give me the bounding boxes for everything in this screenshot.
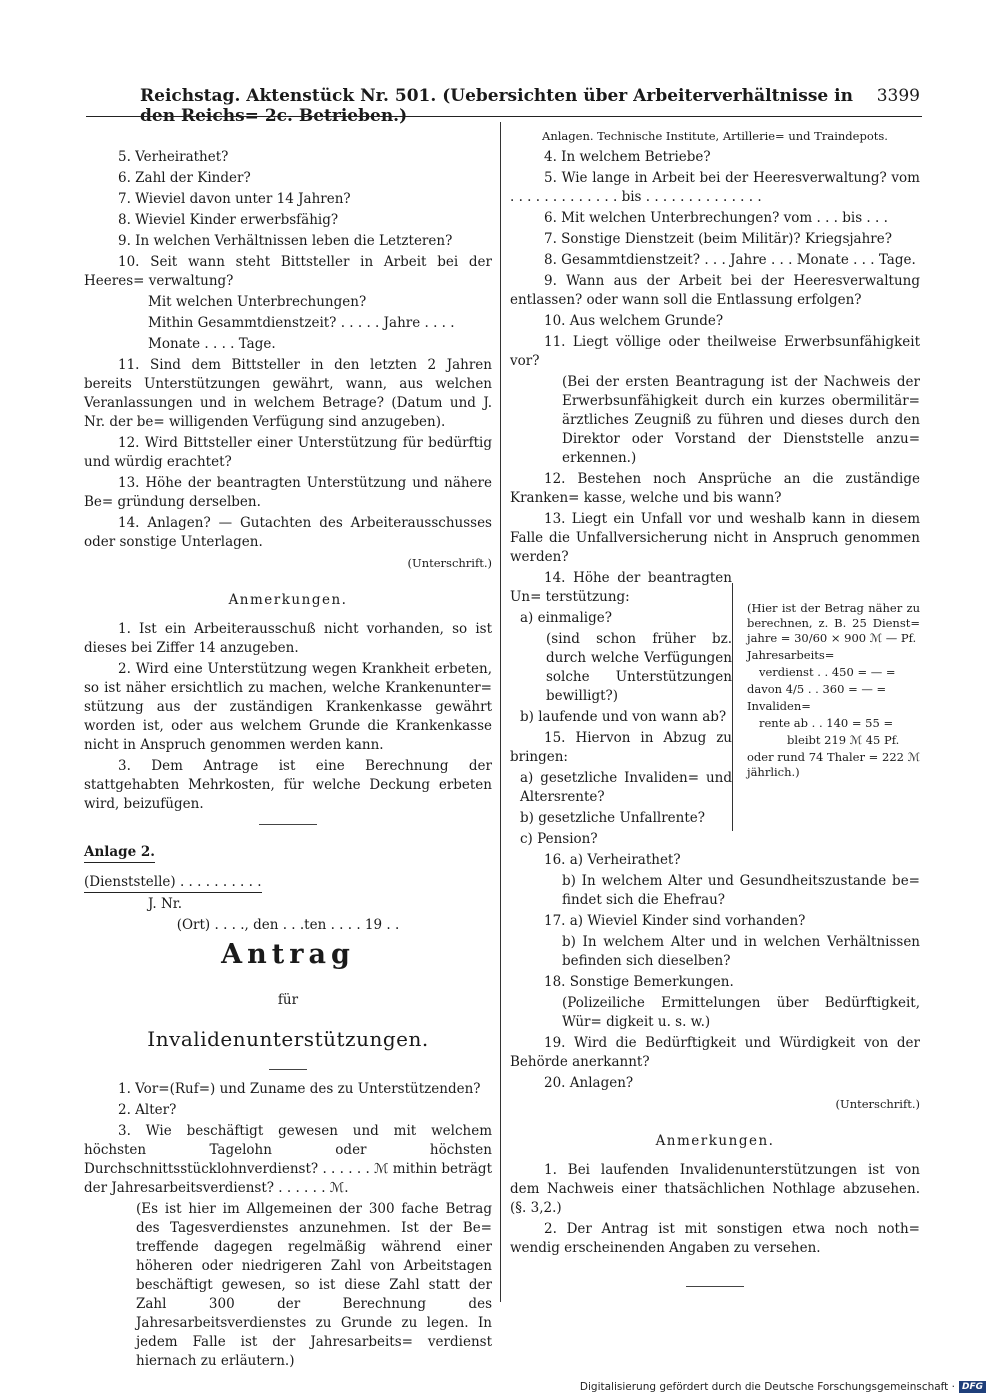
page-number: 3399 [876,86,920,106]
list-item: 11. Sind dem Bittsteller in den letzten 2 Jahren bereits Unterstützungen gewährt, wann, aus welchen Veranlassungen und in welchem Betrage? (Datum und J. Nr. der be= willigenden Verfügung sind anzugeben). [84,357,492,430]
form-explanation: (Es ist hier im Allgemeinen der 300 fache Betrag des Tagesverdienstes anzunehmen. Ist der Be= treffende dagegen regelmäßig während einer höheren oder niedrigeren Zahl von Arbeitstagen beschäftigt gewesen, so ist diese Zahl statt der Zahl 300 der Berechnung des Jahresarbeitsverdienstes zu Grunde zu legen. In jedem Falle ist der Jahresarbeits= verdienst hiernach zu erläutern.) [136,1201,492,1369]
signature-line: (Unterschrift.) [407,556,492,570]
journal-number: J. Nr. [148,896,183,912]
form-question: 1. Vor=(Ruf=) und Zuname des zu Unterstützenden? [118,1081,481,1097]
list-item: 10. Seit wann steht Bittsteller in Arbeit bei der Heeres= verwaltung? [84,254,492,289]
calc-line: verdienst . . 450 = — = [759,665,896,679]
form-title-connector: für [277,992,299,1008]
list-item: 15. Hiervon in Abzug zu bringen: [510,730,732,765]
digitization-footer [580,1381,986,1393]
notes-heading: Anmerkungen. [655,1133,775,1149]
header-rule [86,116,922,117]
place-date-line: (Ort) . . . ., den . . .ten . . . . 19 . . [176,917,400,933]
form-question: 2. Alter? [118,1102,177,1118]
list-item: c) Pension? [520,831,598,847]
form-question: 3. Wie beschäftigt gewesen und mit welchem höchsten Tagelohn oder höchsten Durchschnittsstücklohnverdienst? . . . . . . ℳ mithin beträgt der Jahresarbeitsverdienst? . . . . . . ℳ. [84,1123,492,1196]
dfg-logo: DFG [959,1381,986,1393]
form-title: Antrag [221,939,355,970]
section-divider [686,1286,744,1287]
list-item: 13. Liegt ein Unfall vor und weshalb kann in diesem Falle die Unfallversicherung nicht in Anspruch genommen werden? [510,511,920,565]
list-item: 9. In welchen Verhältnissen leben die Letzteren? [118,233,453,249]
list-item: b) gesetzliche Unfallrente? [520,810,705,826]
left-column [84,148,492,1373]
title-divider [269,1069,307,1070]
list-item-note: (Bei der ersten Beantragung ist der Nachweis der Erwerbsunfähigkeit durch ein kurzes obermilitär= ärztliches Zeugniß zu führen und dieses durch den Direktor oder Vorstand der Dienststelle anzu= erkennen.) [562,374,920,466]
list-item: Monate . . . . Tage. [148,336,276,352]
list-item: 6. Mit welchen Unterbrechungen? vom . . . bis . . . [544,210,888,226]
note-item: 1. Ist ein Arbeiterausschuß nicht vorhanden, so ist dieses bei Ziffer 14 anzugeben. [84,621,492,656]
list-item: 18. Sonstige Bemerkungen. [544,974,734,990]
list-item-note: (Polizeiliche Ermittelungen über Bedürftigkeit, Wür= digkeit u. s. w.) [562,995,920,1030]
list-item: 7. Wieviel davon unter 14 Jahren? [118,191,351,207]
calc-line: davon 4/5 . . 360 = — = [747,682,887,696]
list-item: 12. Bestehen noch Ansprüche an die zuständige Kranken= kasse, welche und bis wann? [510,471,920,506]
note-item: 1. Bei laufenden Invalidenunterstützungen ist von dem Nachweis einer thatsächlichen Nothlage abzusehen. (§. 3,2.) [510,1162,920,1216]
right-column [510,127,920,1297]
note-item: 2. Wird eine Unterstützung wegen Krankheit erbeten, so ist näher ersichtlich zu machen, welche Krankenunter= stützung aus der zuständigen Krankenkasse gewährt worden ist, oder aus welchem Grunde die Krankenkasse nicht in Anspruch genommen werden kann. [84,661,492,753]
calc-line: (Hier ist der Betrag näher zu berechnen, z. B. 25 Dienst= jahre = 30/60 × 900 ℳ — Pf. [747,601,920,645]
calc-line: rente ab . . 140 = 55 = [759,716,894,730]
list-item: Mithin Gesammtdienstzeit? . . . . . Jahre . . . . [148,315,455,331]
header-title: Reichstag. Aktenstück Nr. 501. (Uebersichten über Arbeiterverhältnisse in den Reichs= 2c. Betrieben.) [140,86,853,126]
column-divider [500,122,501,1302]
dienststelle-line: (Dienststelle) . . . . . . . . . . [84,873,492,893]
list-item: 9. Wann aus der Arbeit bei der Heeresverwaltung entlassen? oder wann soll die Entlassung erfolgen? [510,273,920,308]
page-header [140,86,920,126]
list-item: Mit welchen Unterbrechungen? [148,294,367,310]
calculation-questions [510,569,732,851]
list-item: b) In welchem Alter und Gesundheitszustande be= findet sich die Ehefrau? [562,873,920,908]
calc-line: oder rund 74 Thaler = 222 ℳ jährlich.) [747,750,920,779]
list-item: 6. Zahl der Kinder? [118,170,251,186]
annex-label: Anlage 2. [84,843,492,863]
calc-line: Invaliden= [747,699,811,713]
brace [732,583,747,831]
list-item: 12. Wird Bittsteller einer Unterstützung für bedürftig und würdig erachtet? [84,435,492,470]
list-item: 19. Wird die Bedürftigkeit und Würdigkeit von der Behörde anerkannt? [510,1035,920,1070]
calculation-block [510,569,920,851]
list-item: b) In welchem Alter und in welchen Verhältnissen befinden sich dieselben? [562,934,920,969]
list-item: 16. a) Verheirathet? [544,852,681,868]
list-item: 20. Anlagen? [544,1075,634,1091]
list-item: 13. Höhe der beantragten Unterstützung und nähere Be= gründung derselben. [84,475,492,510]
list-item: b) laufende und von wann ab? [520,709,727,725]
list-item: 7. Sonstige Dienstzeit (beim Militär)? Kriegsjahre? [544,231,892,247]
list-item: 8. Gesammtdienstzeit? . . . Jahre . . . Monate . . . Tage. [544,252,916,268]
list-item: 14. Anlagen? — Gutachten des Arbeiterausschusses oder sonstige Unterlagen. [84,515,492,550]
notes-heading: Anmerkungen. [228,592,348,608]
signature-line: (Unterschrift.) [835,1097,920,1111]
list-item: 11. Liegt völlige oder theilweise Erwerbsunfähigkeit vor? [510,334,920,369]
note-item: 3. Dem Antrage ist eine Berechnung der stattgehabten Mehrkosten, für welche Deckung erbeten wird, beizufügen. [84,758,492,812]
section-divider [259,824,317,825]
list-item: 17. a) Wieviel Kinder sind vorhanden? [544,913,806,929]
calculation-example [747,569,920,851]
list-item: 5. Wie lange in Arbeit bei der Heeresverwaltung? vom . . . . . . . . . . . . . bis . . . . . . . . . . . . . . [510,170,920,205]
list-item: 4. In welchem Betriebe? [544,149,711,165]
note-item: 2. Der Antrag ist mit sonstigen etwa noch noth= wendig erscheinenden Angaben zu versehen. [510,1221,920,1256]
calc-line: Jahresarbeits= [747,648,835,662]
list-item: a) gesetzliche Invaliden= und Altersrente? [520,770,732,805]
list-item: 10. Aus welchem Grunde? [544,313,724,329]
calc-line: bleibt 219 ℳ 45 Pf. [787,733,900,747]
list-item: 8. Wieviel Kinder erwerbsfähig? [118,212,339,228]
form-subtitle: Invalidenunterstützungen. [147,1027,429,1051]
list-item: 14. Höhe der beantragten Un= terstützung: [510,570,732,605]
annex-heading: Anlagen. Technische Institute, Artillerie= und Traindepots. [542,129,888,143]
footer-text: Digitalisierung gefördert durch die Deutsche Forschungsgemeinschaft · [579,1381,955,1393]
list-item: 5. Verheirathet? [118,149,229,165]
list-item-note: (sind schon früher bz. durch welche Verfügungen solche Unterstützungen bewilligt?) [546,631,732,704]
list-item: a) einmalige? [520,610,612,626]
